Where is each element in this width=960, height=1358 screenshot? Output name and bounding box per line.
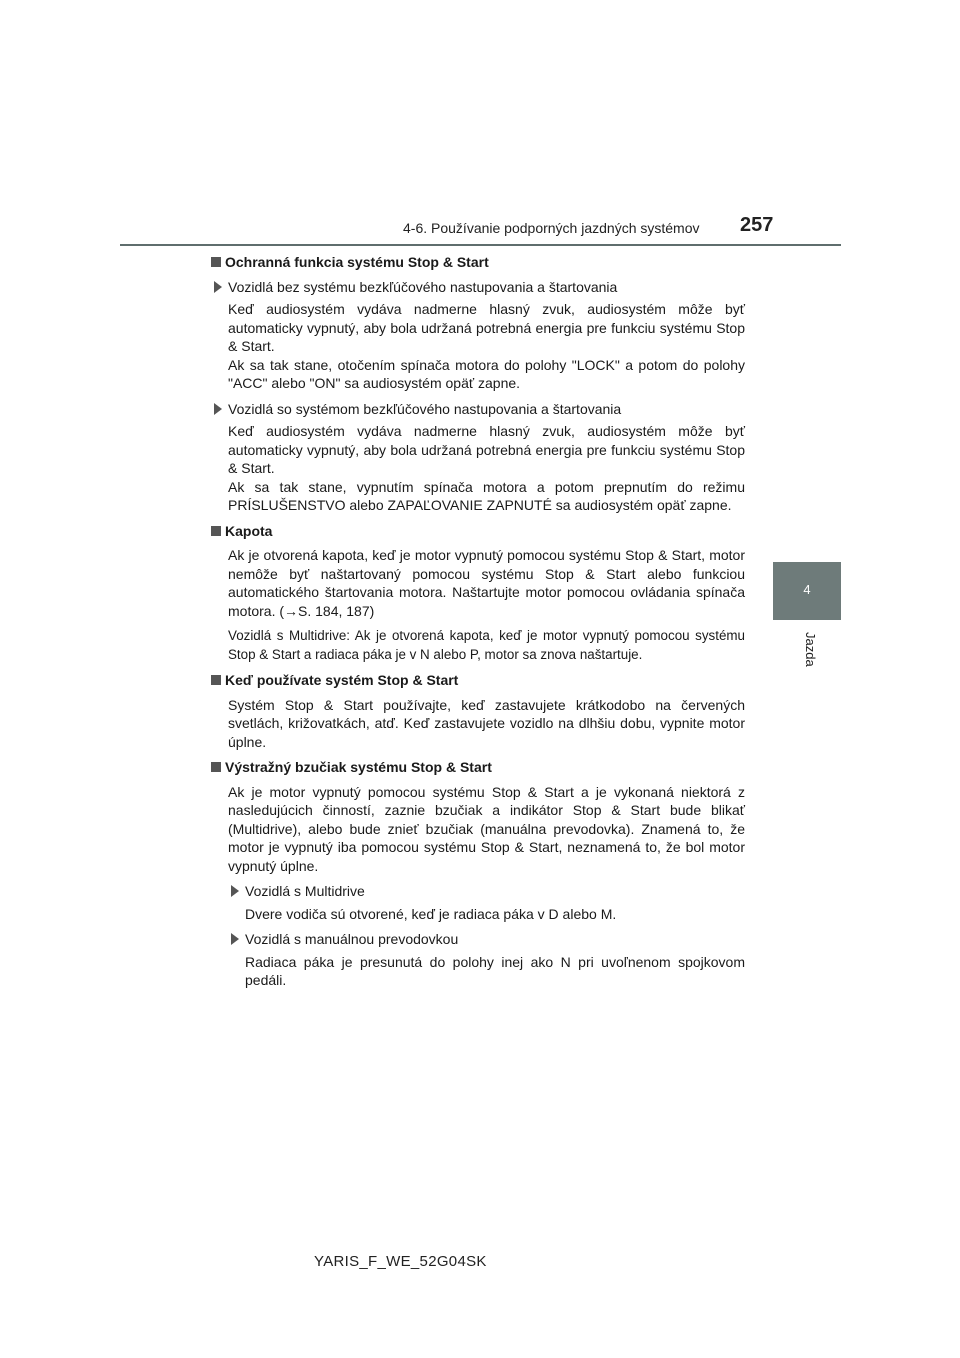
chapter-tab-label	[790, 632, 830, 672]
paragraph: Radiaca páka je presunutá do polohy inej ako N pri uvoľnenom spojkovom pedáli.	[245, 953, 745, 988]
chapter-heading: 4-6. Používanie podporných jazdných systémov	[403, 220, 700, 236]
subsection-title-text: Vozidlá so systémom bezkľúčového nastupovania a štartovania	[228, 400, 622, 417]
section-title	[211, 522, 745, 541]
section-title	[211, 671, 745, 690]
paragraph-text: Ak sa tak stane, vypnutím spínača motora a potom prepnutím do režimu PRÍSLUŠENSTVO alebo ZAPAĽOVANIE ZAPNUTÉ sa audiosystém opäť zapne.	[228, 478, 745, 513]
section-title	[211, 758, 745, 777]
page-number: 257	[740, 214, 774, 236]
section-title	[211, 253, 745, 272]
paragraph	[228, 422, 745, 515]
paragraph: Ak je otvorená kapota, keď je motor vypnutý pomocou systému Stop & Start, motor nemôže byť naštartovaný pomocou systému Stop & Start alebo funkciou automatického štartovania motora. Naštartujte motor pomocou ovládania spínača motora. (→S. 184, 187)	[228, 547, 745, 619]
section-title-text: Výstražný bzučiak systému Stop & Start	[225, 759, 492, 775]
square-bullet-icon	[211, 675, 221, 685]
paragraph: Ak je motor vypnutý pomocou systému Stop & Start a je vykonaná niektorá z nasledujúcich činností, zaznie bzučiak a indikátor Stop & Start bude blikať (Multidrive), alebo bude znieť bzučiak (manuálna prevodovka). Znamená to, že motor je vypnutý iba pomocou systému Stop & Start, neznamená to, že bol motor vypnutý úplne.	[228, 783, 745, 874]
square-bullet-icon	[211, 526, 221, 536]
subsection-title	[228, 882, 745, 901]
triangle-bullet-icon	[231, 933, 239, 945]
subsection-title-text: Vozidlá bez systému bezkľúčového nastupovania a štartovania	[228, 278, 618, 295]
triangle-bullet-icon	[214, 403, 222, 415]
header-divider	[120, 244, 841, 246]
chapter-tab[interactable]	[773, 562, 841, 620]
subsection-title	[228, 930, 745, 949]
paragraph: Vozidlá s Multidrive: Ak je otvorená kapota, keď je motor vypnutý pomocou systému Stop & Start a radiaca páka je v N alebo P, motor sa znova naštartuje.	[228, 628, 745, 662]
paragraph: Dvere vodiča sú otvorené, keď je radiaca páka v D alebo M.	[245, 905, 617, 922]
nested-list	[228, 882, 745, 990]
paragraph: Systém Stop & Start používajte, keď zastavujete krátkodobo na červených svetlách, križovatkách, atď. Keď zastavujete vozidlo na dlhšiu dobu, vypnite motor úplne.	[228, 696, 745, 750]
section-title-text: Ochranná funkcia systému Stop & Start	[225, 254, 489, 270]
square-bullet-icon	[211, 762, 221, 772]
subsection-title	[211, 400, 745, 419]
paragraph-text: Keď audiosystém vydáva nadmerne hlasný zvuk, audiosystém môže byť automaticky vypnutý, aby bola udržaná potrebná energia pre funkciu systému Stop & Start.	[228, 301, 745, 354]
chapter-tab-label-text: Jazda	[803, 632, 818, 667]
document-code: YARIS_F_WE_52G04SK	[314, 1253, 487, 1270]
square-bullet-icon	[211, 257, 221, 267]
paragraph	[228, 300, 745, 393]
subsection-title	[211, 278, 745, 297]
subsection-title-text: Vozidlá s Multidrive	[245, 883, 365, 899]
chapter-tab-number: 4	[803, 582, 811, 597]
paragraph-text: Keď audiosystém vydáva nadmerne hlasný zvuk, audiosystém môže byť automaticky vypnutý, aby bola udržaná potrebná energia pre funkciu systému Stop & Start.	[228, 423, 745, 476]
triangle-bullet-icon	[231, 885, 239, 897]
section-title-text: Keď používate systém Stop & Start	[225, 672, 459, 688]
paragraph-text: Ak sa tak stane, otočením spínača motora do polohy "LOCK" a potom do polohy "ACC" alebo "ON" sa audiosystém opäť zapne.	[228, 356, 745, 391]
triangle-bullet-icon	[214, 281, 222, 293]
subsection-title-text: Vozidlá s manuálnou prevodovkou	[245, 931, 459, 947]
page-content	[211, 253, 745, 997]
section-title-text: Kapota	[225, 522, 273, 539]
